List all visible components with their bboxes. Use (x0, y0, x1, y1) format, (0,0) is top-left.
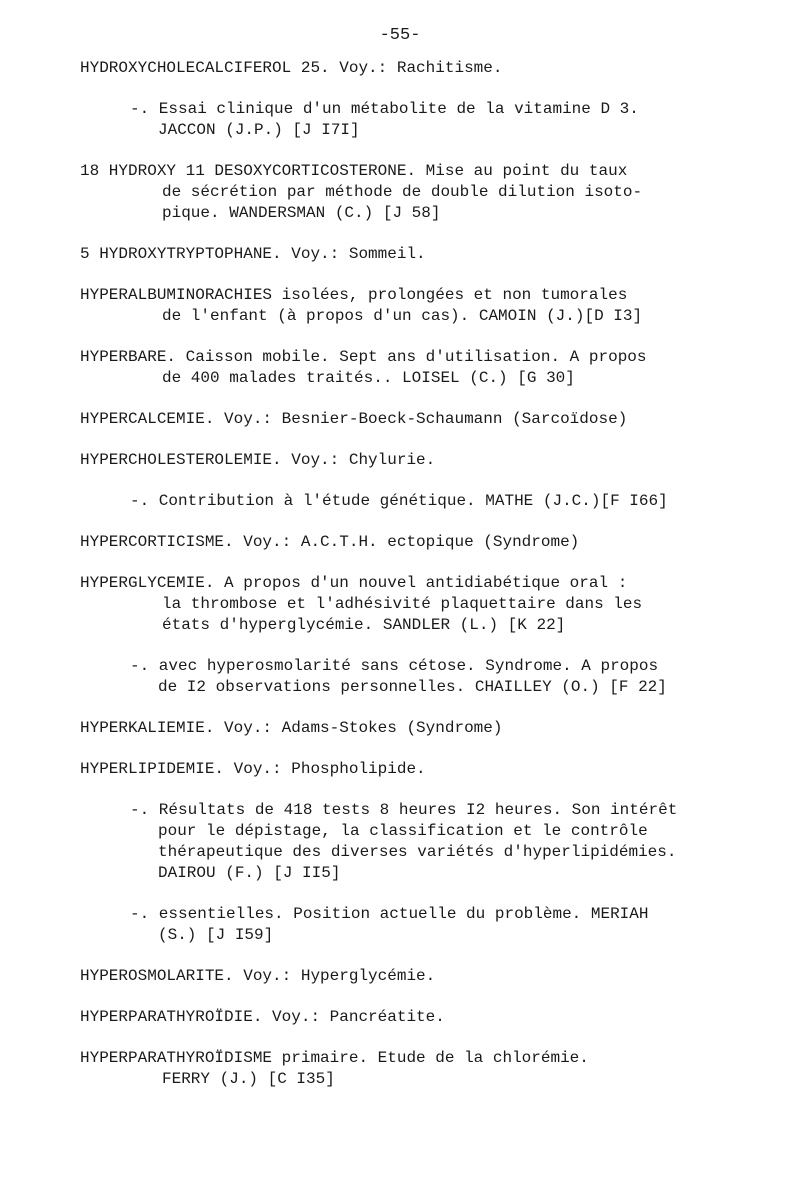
index-entry (80, 450, 740, 471)
entry-line: FERRY (J.) [C I35] (162, 1070, 335, 1088)
entry-line: -. avec hyperosmolarité sans cétose. Syndrome. A propos (130, 657, 659, 675)
index-entry (80, 285, 740, 327)
entry-line: HYPERALBUMINORACHIES isolées, prolongées et non tumorales (80, 286, 628, 304)
index-entry (80, 532, 740, 553)
index-entry (80, 1048, 740, 1090)
index-entry (80, 244, 740, 265)
index-entries (80, 58, 740, 1110)
entry-line: la thrombose et l'adhésivité plaquettaire dans les (162, 595, 643, 613)
entry-line: -. Résultats de 418 tests 8 heures I2 heures. Son intérêt (130, 801, 678, 819)
entry-line: -. Contribution à l'étude génétique. MATHE (J.C.)[F I66] (130, 492, 668, 510)
entry-line: pique. WANDERSMAN (C.) [J 58] (162, 204, 441, 222)
index-entry (80, 161, 740, 224)
index-subentry (130, 491, 740, 512)
index-subentry (130, 904, 740, 946)
entry-line: de I2 observations personnelles. CHAILLEY (O.) [F 22] (158, 678, 667, 696)
entry-line: JACCON (J.P.) [J I7I] (158, 121, 360, 139)
entry-line: HYPERLIPIDEMIE. Voy.: Phospholipide. (80, 760, 426, 778)
index-subentry (130, 99, 740, 141)
entry-line: HYPERGLYCEMIE. A propos d'un nouvel antidiabétique oral : (80, 574, 628, 592)
entry-line: HYDROXYCHOLECALCIFEROL 25. Voy.: Rachitisme. (80, 59, 503, 77)
index-entry (80, 573, 740, 636)
entry-line: HYPERKALIEMIE. Voy.: Adams-Stokes (Syndrome) (80, 719, 503, 737)
index-entry (80, 759, 740, 780)
entry-line: HYPERCORTICISME. Voy.: A.C.T.H. ectopique (Syndrome) (80, 533, 580, 551)
entry-line: (S.) [J I59] (158, 926, 274, 944)
entry-line: HYPERPARATHYROÏDISME primaire. Etude de la chlorémie. (80, 1049, 589, 1067)
entry-line: HYPEROSMOLARITE. Voy.: Hyperglycémie. (80, 967, 436, 985)
entry-line: DAIROU (F.) [J II5] (158, 864, 341, 882)
entry-line: HYPERCALCEMIE. Voy.: Besnier-Boeck-Schaumann (Sarcoïdose) (80, 410, 628, 428)
index-entry (80, 1007, 740, 1028)
index-entry (80, 966, 740, 987)
entry-line: de l'enfant (à propos d'un cas). CAMOIN (J.)[D I3] (162, 307, 643, 325)
index-entry (80, 409, 740, 430)
index-subentry (130, 800, 740, 884)
entry-line: HYPERBARE. Caisson mobile. Sept ans d'utilisation. A propos (80, 348, 647, 366)
index-subentry (130, 656, 740, 698)
entry-line: HYPERPARATHYROÏDIE. Voy.: Pancréatite. (80, 1008, 445, 1026)
page-number: -55- (379, 26, 421, 45)
entry-line: de 400 malades traités.. LOISEL (C.) [G 30] (162, 369, 575, 387)
index-entry (80, 718, 740, 739)
entry-line: pour le dépistage, la classification et le contrôle (158, 822, 648, 840)
entry-line: thérapeutique des diverses variétés d'hyperlipidémies. (158, 843, 677, 861)
entry-line: -. essentielles. Position actuelle du problème. MERIAH (130, 905, 649, 923)
entry-line: états d'hyperglycémie. SANDLER (L.) [K 22] (162, 616, 566, 634)
entry-line: de sécrétion par méthode de double dilution isoto- (162, 183, 643, 201)
entry-line: 18 HYDROXY 11 DESOXYCORTICOSTERONE. Mise au point du taux (80, 162, 628, 180)
entry-line: HYPERCHOLESTEROLEMIE. Voy.: Chylurie. (80, 451, 436, 469)
entry-line: -. Essai clinique d'un métabolite de la vitamine D 3. (130, 100, 639, 118)
index-entry (80, 58, 740, 79)
entry-line: 5 HYDROXYTRYPTOPHANE. Voy.: Sommeil. (80, 245, 426, 263)
index-entry (80, 347, 740, 389)
